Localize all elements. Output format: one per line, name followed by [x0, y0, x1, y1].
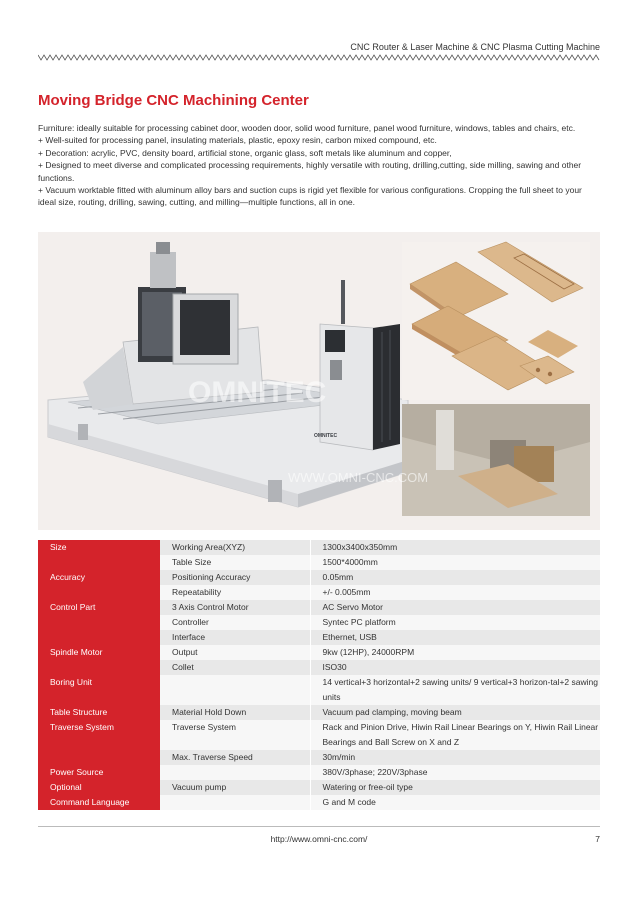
spec-value: Rack and Pinion Drive, Hiwin Rail Linear Bearings on Y, Hiwin Rail Linear Bearings and Ball Screw on X and Z: [310, 720, 600, 750]
machine-label: OMNITEC: [314, 433, 338, 439]
spec-row: [38, 600, 600, 615]
spec-category: Optional: [38, 780, 160, 795]
spec-value: 14 vertical+3 horizontal+2 sawing units/ 9 vertical+3 horizon-tal+2 sawing units: [310, 675, 600, 705]
spec-value: 9kw (12HP), 24000RPM: [310, 645, 600, 660]
spec-parameter: Traverse System: [160, 720, 310, 750]
spec-category: [38, 630, 160, 645]
footer-url[interactable]: http://www.omni-cnc.com/: [270, 834, 368, 844]
footer-divider: [38, 826, 600, 827]
spec-row: [38, 765, 600, 780]
spec-row: [38, 540, 600, 555]
spec-row: [38, 645, 600, 660]
spec-value: 1300x3400x350mm: [310, 540, 600, 555]
spec-parameter: 3 Axis Control Motor: [160, 600, 310, 615]
spec-row: [38, 675, 600, 705]
spec-parameter: Controller: [160, 615, 310, 630]
spec-category: [38, 660, 160, 675]
spec-category: Power Source: [38, 765, 160, 780]
spec-parameter: Collet: [160, 660, 310, 675]
spec-value: 380V/3phase; 220V/3phase: [310, 765, 600, 780]
spec-parameter: Repeatability: [160, 585, 310, 600]
intro-line: + Well-suited for processing panel, insulating materials, plastic, epoxy resin, carbon mixed compound, etc.: [38, 135, 437, 146]
spec-category: Boring Unit: [38, 675, 160, 705]
spec-row: [38, 780, 600, 795]
spec-value: 30m/min: [310, 750, 600, 765]
spec-category: Size: [38, 540, 160, 555]
spec-category: Control Part: [38, 600, 160, 615]
spec-parameter: Material Hold Down: [160, 705, 310, 720]
spec-row: [38, 705, 600, 720]
intro-line: + Decoration: acrylic, PVC, density board, artificial stone, organic glass, soft metals like aluminum and copper,: [38, 147, 452, 158]
spec-value: Watering or free-oil type: [310, 780, 600, 795]
spec-category: Traverse System: [38, 720, 160, 750]
spec-row: [38, 795, 600, 810]
spec-row: [38, 555, 600, 570]
watermark-logo: OMNITEC: [188, 376, 327, 409]
spec-category: Table Structure: [38, 705, 160, 720]
intro-line: Furniture: ideally suitable for processing cabinet door, wooden door, solid wood furniture, panel wood furniture, windows, tables and chairs, etc.: [38, 123, 576, 133]
spec-parameter: Output: [160, 645, 310, 660]
spec-category: [38, 750, 160, 765]
running-header: CNC Router & Laser Machine & CNC Plasma Cutting Machine: [350, 42, 600, 52]
zigzag-divider: [38, 54, 600, 61]
spec-category: Spindle Motor: [38, 645, 160, 660]
spec-parameter: Working Area(XYZ): [160, 540, 310, 555]
spec-value: Vacuum pad clamping, moving beam: [310, 705, 600, 720]
spec-parameter: Vacuum pump: [160, 780, 310, 795]
spec-parameter: Table Size: [160, 555, 310, 570]
intro-line: + Vacuum worktable fitted with aluminum alloy bars and suction cups is rigid yet flexible for various configurations. Cropping the full sheet to your ideal size, routing, drilling, sawing, cutting, and milling—multiple functions, all in one.: [38, 185, 582, 208]
product-photo: [38, 232, 600, 530]
spec-value: 0.05mm: [310, 570, 600, 585]
spec-parameter: [160, 675, 310, 705]
spec-category: [38, 555, 160, 570]
spec-category: [38, 615, 160, 630]
spec-value: G and M code: [310, 795, 600, 810]
spec-parameter: [160, 765, 310, 780]
page-number: 7: [595, 834, 600, 844]
spec-value: AC Servo Motor: [310, 600, 600, 615]
spec-table-body: [38, 540, 600, 810]
spec-row: [38, 570, 600, 585]
spec-value: ISO30: [310, 660, 600, 675]
spec-category: [38, 585, 160, 600]
spec-value: Syntec PC platform: [310, 615, 600, 630]
spec-category: Command Language: [38, 795, 160, 810]
spec-row: [38, 720, 600, 750]
spec-parameter: Interface: [160, 630, 310, 645]
machine-illustration: [38, 232, 600, 530]
spec-value: 1500*4000mm: [310, 555, 600, 570]
spec-table: [38, 540, 600, 810]
spec-parameter: [160, 795, 310, 810]
spec-row: [38, 585, 600, 600]
watermark-url: WWW.OMNI-CNC.COM: [288, 470, 429, 485]
spec-parameter: Positioning Accuracy: [160, 570, 310, 585]
spec-category: Accuracy: [38, 570, 160, 585]
intro-text: [38, 122, 600, 209]
spec-row: [38, 615, 600, 630]
spec-parameter: Max. Traverse Speed: [160, 750, 310, 765]
intro-line: + Designed to meet diverse and complicated processing requirements, highly versatile with routing, drilling,cutting, side milling, sawing and other functions.: [38, 160, 582, 183]
spec-value: +/- 0.005mm: [310, 585, 600, 600]
page-title: Moving Bridge CNC Machining Center: [38, 92, 309, 109]
spec-value: Ethernet, USB: [310, 630, 600, 645]
spec-row: [38, 750, 600, 765]
spec-row: [38, 660, 600, 675]
spec-row: [38, 630, 600, 645]
